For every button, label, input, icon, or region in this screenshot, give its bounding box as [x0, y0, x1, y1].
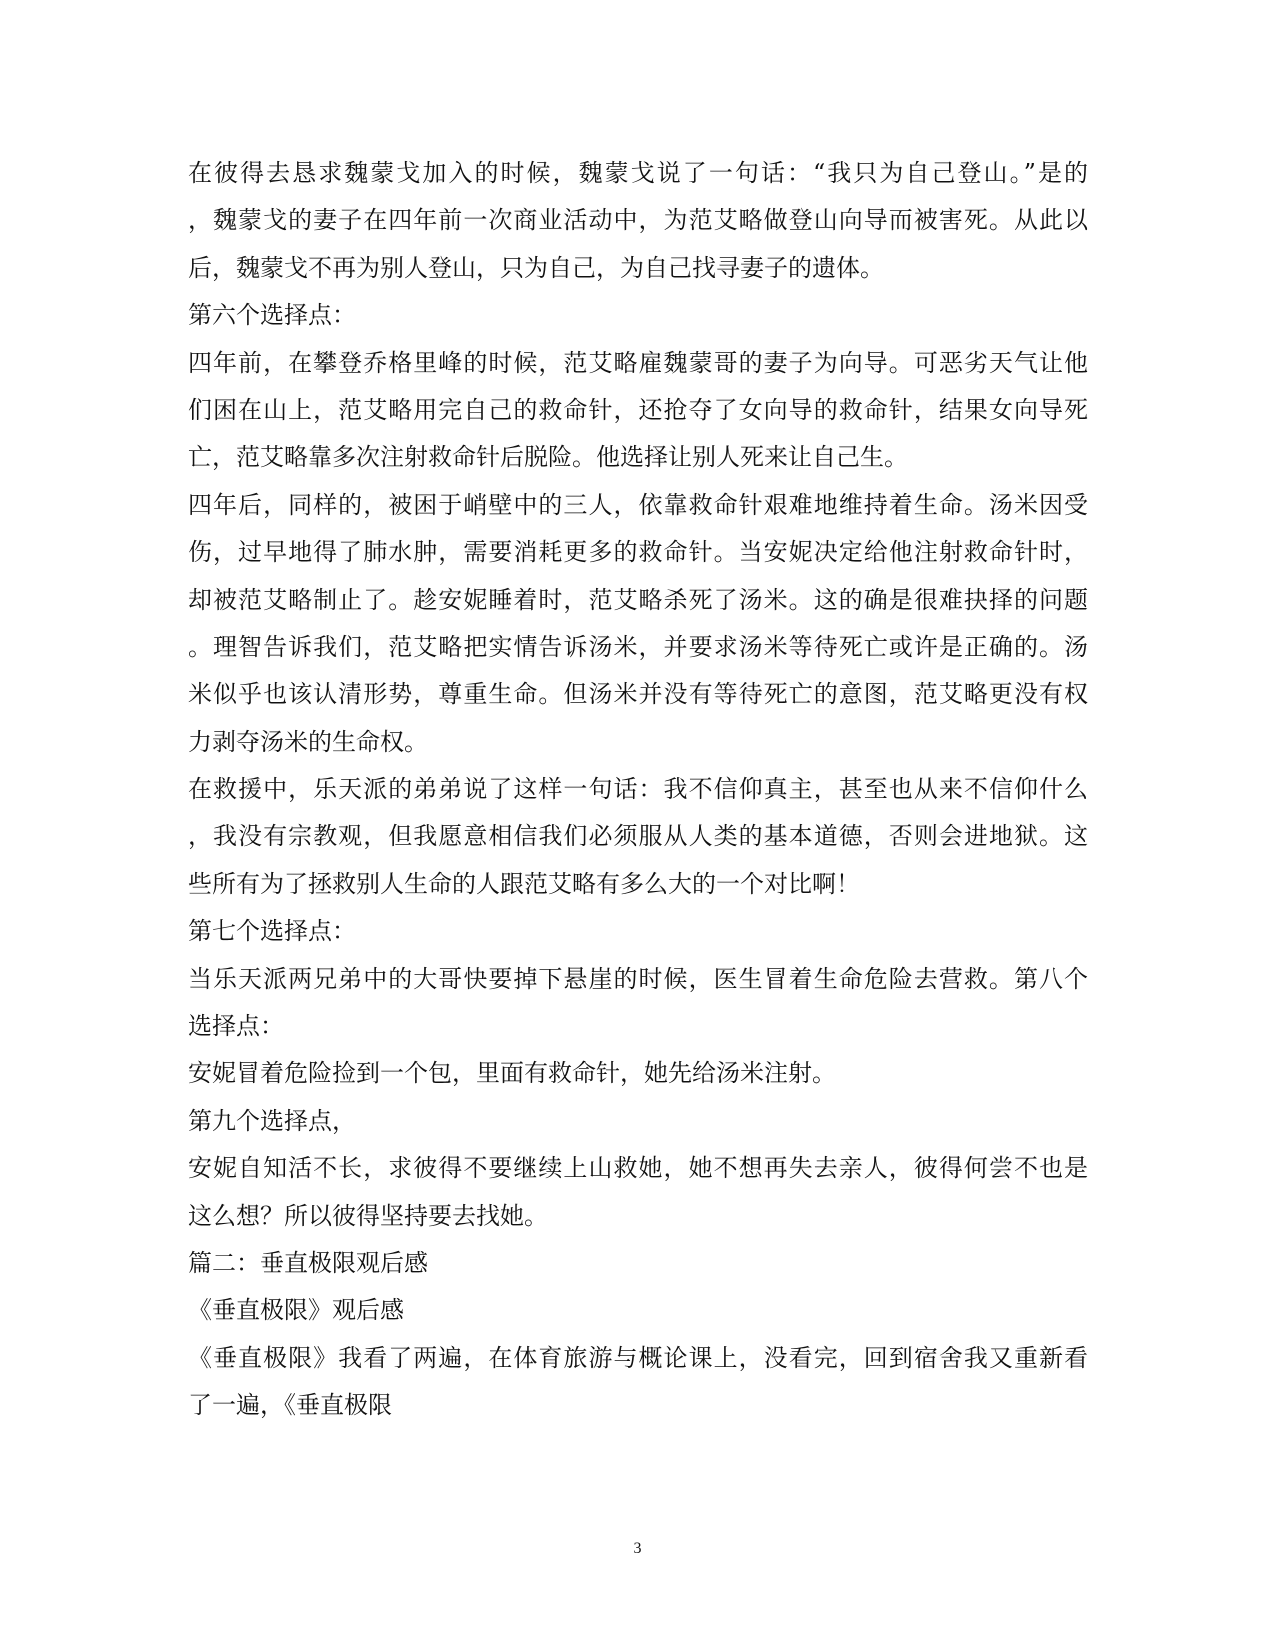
text-line: 后，魏蒙戈不再为别人登山，只为自己，为自己找寻妻子的遗体。: [188, 253, 884, 282]
text-line: 却被范艾略制止了。趁安妮睡着时，范艾略杀死了汤米。这的确是很难抉择的问题: [188, 585, 1088, 614]
text-line: ，魏蒙戈的妻子在四年前一次商业活动中，为范艾略做登山向导而被害死。从此以: [188, 206, 1088, 235]
text-line: 伤，过早地得了肺水肿，需要消耗更多的救命针。当安妮决定给他注射救命针时，: [188, 538, 1088, 567]
text-line: 在彼得去恳求魏蒙戈加入的时候，魏蒙戈说了一句话：“我只为自己登山。”是的: [188, 159, 1088, 187]
text-line: 这么想？所以彼得坚持要去找她。: [188, 1201, 548, 1230]
text-line: 四年后，同样的，被困于峭壁中的三人，依靠救命针艰难地维持着生命。汤米因受: [188, 490, 1088, 519]
text-line: 四年前，在攀登乔格里峰的时候，范艾略雇魏蒙哥的妻子为向导。可恶劣天气让他: [188, 348, 1088, 377]
chapter-heading: 篇二：垂直极限观后感: [188, 1248, 428, 1277]
section-heading: 第七个选择点：: [188, 917, 356, 946]
text-line: 安妮自知活不长，求彼得不要继续上山救她，她不想再失去亲人，彼得何尝不也是: [188, 1154, 1088, 1183]
section-heading: 第九个选择点，: [188, 1106, 356, 1135]
text-line: 力剥夺汤米的生命权。: [188, 727, 428, 756]
text-line: 了一遍，《垂直极限: [188, 1391, 392, 1420]
page-number: 3: [633, 1540, 642, 1557]
text-line: 当乐天派两兄弟中的大哥快要掉下悬崖的时候，医生冒着生命危险去营救。第八个: [188, 964, 1088, 993]
section-heading: 第六个选择点：: [188, 301, 356, 330]
text-line: 们困在山上，范艾略用完自己的救命针，还抢夺了女向导的救命针，结果女向导死: [188, 395, 1088, 424]
text-line: 《垂直极限》我看了两遍，在体育旅游与概论课上，没看完，回到宿舍我又重新看: [188, 1343, 1088, 1372]
document-body: [188, 150, 1088, 1430]
text-line: 些所有为了拯救别人生命的人跟范艾略有多么大的一个对比啊！: [188, 869, 860, 898]
text-line: 米似乎也该认清形势，尊重生命。但汤米并没有等待死亡的意图，范艾略更没有权: [188, 680, 1088, 709]
section-heading: 选择点：: [188, 1012, 284, 1041]
article-title: 《垂直极限》观后感: [188, 1296, 404, 1325]
text-line: 安妮冒着危险捡到一个包，里面有救命针，她先给汤米注射。: [188, 1059, 836, 1088]
text-line: 亡，范艾略靠多次注射救命针后脱险。他选择让别人死来让自己生。: [188, 443, 908, 472]
text-line: 在救援中，乐天派的弟弟说了这样一句话：我不信仰真主，甚至也从来不信仰什么: [188, 775, 1088, 804]
text-line: ，我没有宗教观，但我愿意相信我们必须服从人类的基本道德，否则会进地狱。这: [188, 822, 1088, 851]
text-line: 。理智告诉我们，范艾略把实情告诉汤米，并要求汤米等待死亡或许是正确的。汤: [188, 632, 1088, 661]
